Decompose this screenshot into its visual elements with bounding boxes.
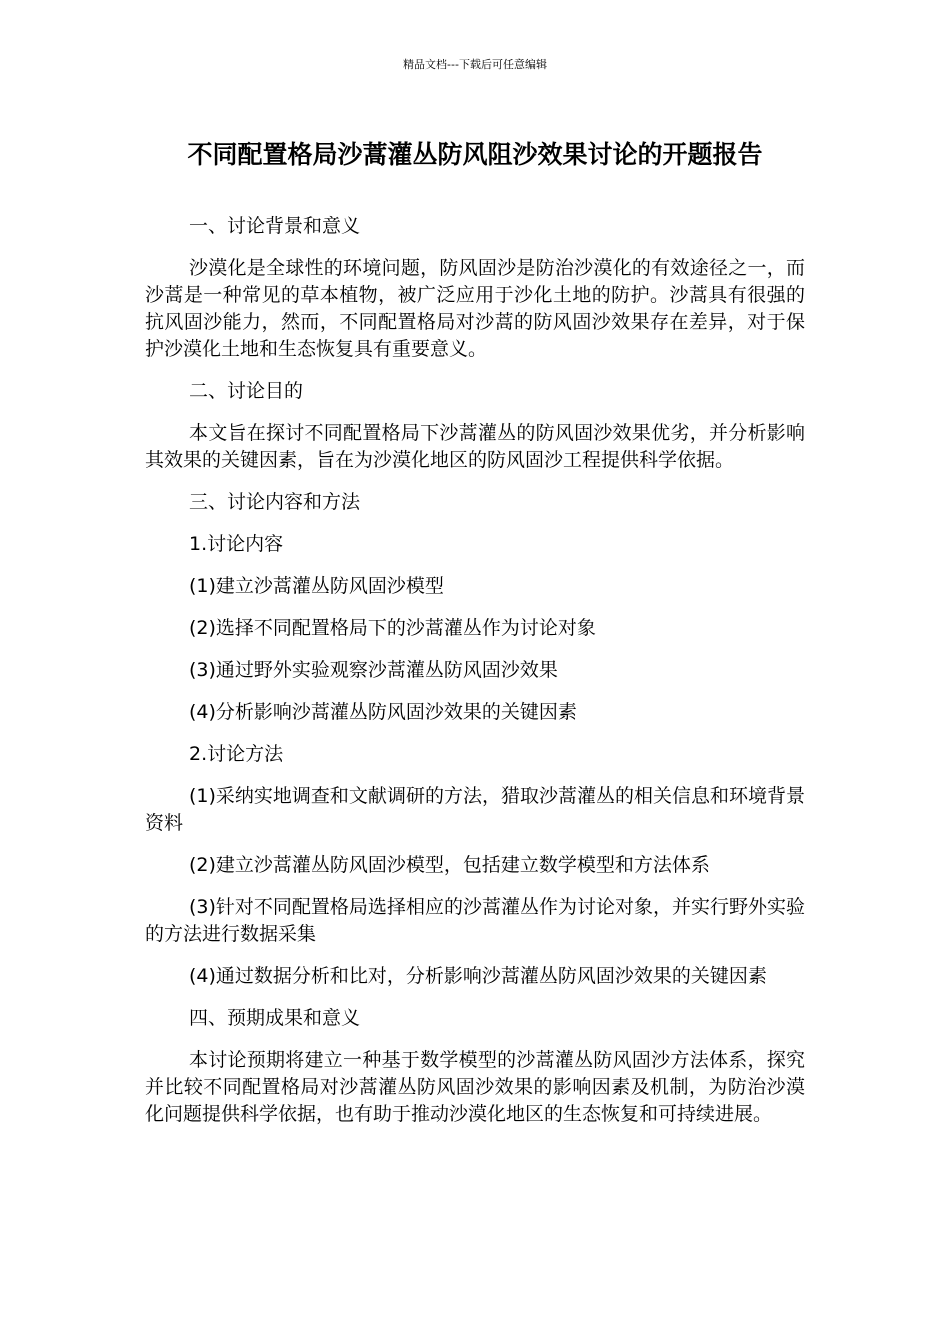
paragraph-background: 沙漠化是全球性的环境问题，防风固沙是防治沙漠化的有效途径之一，而沙蒿是一种常见的草本植物，被广泛应用于沙化土地的防护。沙蒿具有很强的抗风固沙能力，然而，不同配置格局对沙蒿的防风固沙效果存在差异，对于保护沙漠化土地和生态恢复具有重要意义。 [145,257,805,360]
paragraph-expected-results: 本讨论预期将建立一种基于数学模型的沙蒿灌丛防风固沙方法体系，探究并比较不同配置格局对沙蒿灌丛防风固沙效果的影响因素及机制，为防治沙漠化问题提供科学依据，也有助于推动沙漠化地区的生态恢复和可持续进展。 [145,1049,805,1125]
list-item: (4)通过数据分析和比对，分析影响沙蒿灌丛防风固沙效果的关键因素 [189,965,767,987]
list-item: (3)针对不同配置格局选择相应的沙蒿灌丛作为讨论对象，并实行野外实验的方法进行数据采集 [145,896,805,945]
section-heading-background: 一、讨论背景和意义 [189,215,361,237]
subheading-methods: 2.讨论方法 [189,743,284,765]
list-item: (1)采纳实地调查和文献调研的方法，猎取沙蒿灌丛的相关信息和环境背景资料 [145,785,805,834]
list-item: (2)选择不同配置格局下的沙蒿灌丛作为讨论对象 [189,617,596,639]
page-header-note: 精品文档---下载后可任意编辑 [403,58,547,71]
list-item: (2)建立沙蒿灌丛防风固沙模型，包括建立数学模型和方法体系 [189,854,710,876]
list-item: (1)建立沙蒿灌丛防风固沙模型 [189,575,444,597]
subheading-content: 1.讨论内容 [189,533,284,555]
list-item: (4)分析影响沙蒿灌丛防风固沙效果的关键因素 [189,701,577,723]
document-body [145,213,805,1143]
section-heading-purpose: 二、讨论目的 [189,380,304,402]
list-item: (3)通过野外实验观察沙蒿灌丛防风固沙效果 [189,659,558,681]
section-heading-content-methods: 三、讨论内容和方法 [189,491,361,513]
section-heading-expected-results: 四、预期成果和意义 [189,1007,361,1029]
paragraph-purpose: 本文旨在探讨不同配置格局下沙蒿灌丛的防风固沙效果优劣，并分析影响其效果的关键因素，旨在为沙漠化地区的防风固沙工程提供科学依据。 [145,422,805,471]
document-title: 不同配置格局沙蒿灌丛防风阻沙效果讨论的开题报告 [187,140,763,169]
